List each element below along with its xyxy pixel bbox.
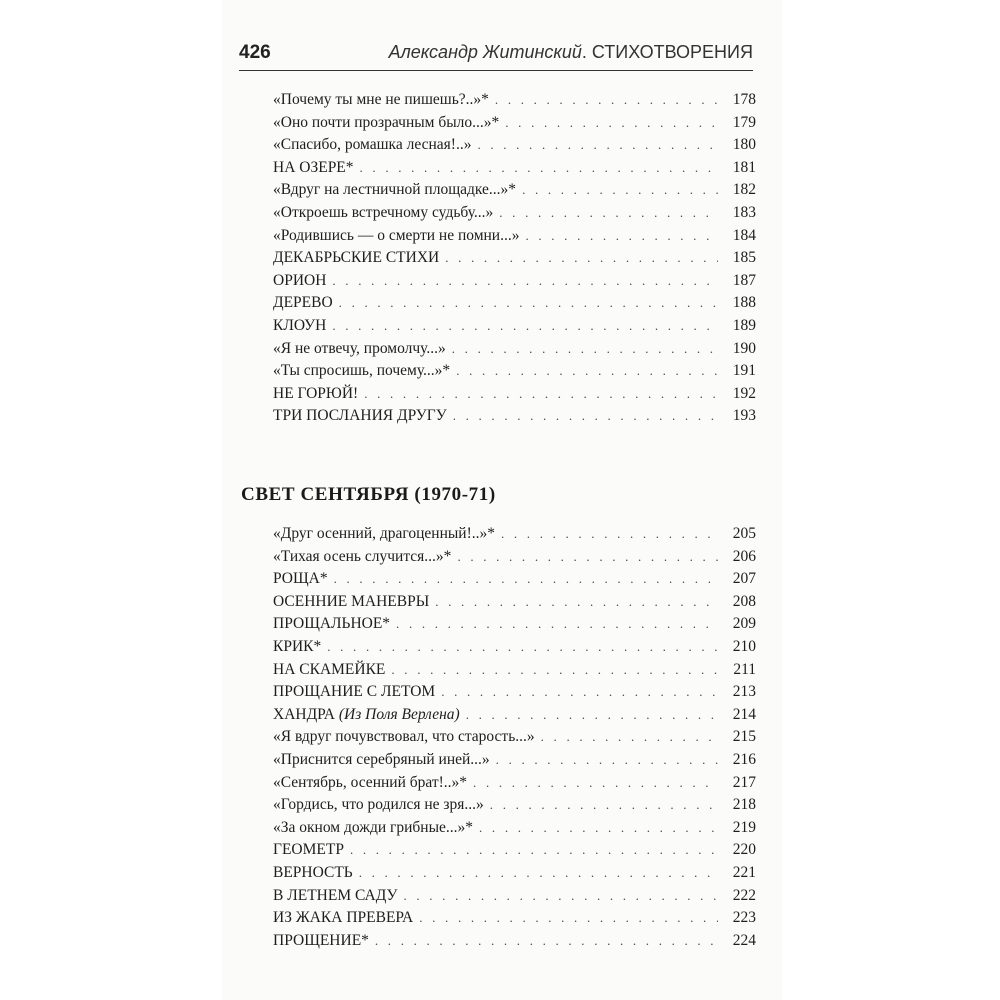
toc-entry-page: 208: [732, 592, 756, 610]
dot-leader: [435, 591, 718, 614]
toc-entry-title-text: «Родившись — о смерти не помни...»: [273, 226, 520, 244]
toc-entry-title-text: НА СКАМЕЙКЕ: [273, 660, 386, 678]
toc-entry-page: 185: [732, 249, 756, 267]
toc-entry-page: 224: [732, 931, 756, 949]
toc-entry-title-text: КЛОУН: [273, 316, 327, 334]
toc-entry-title: [273, 591, 429, 614]
toc-entry-title: [273, 749, 490, 772]
toc-entry-title: [273, 794, 484, 817]
toc-entry-title: [273, 930, 369, 953]
toc-entry-title: [273, 360, 450, 383]
toc-entry: [273, 772, 756, 795]
toc-entry: [273, 134, 756, 157]
toc-entry-page: 210: [732, 637, 756, 655]
dot-leader: [525, 225, 718, 248]
dot-leader: [522, 179, 718, 202]
toc-entry-title-text: ТРИ ПОСЛАНИЯ ДРУГУ: [273, 407, 447, 425]
toc-entry-title-text: ПРОЩАНИЕ С ЛЕТОМ: [273, 683, 436, 701]
toc-entry: [273, 523, 756, 546]
toc-entry-page: 219: [732, 818, 756, 836]
dot-leader: [375, 930, 718, 953]
toc-entry: [273, 862, 756, 885]
running-head-book-title: . СТИХОТВОРЕНИЯ: [581, 42, 753, 62]
dot-leader: [396, 613, 718, 636]
toc-entry-title: [273, 613, 390, 636]
toc-entry: [273, 360, 756, 383]
toc-entry: [273, 794, 756, 817]
toc-entry-title: [273, 568, 328, 591]
toc-entry-page: 217: [732, 773, 756, 791]
toc-entry: [273, 315, 756, 338]
toc-entry: [273, 659, 756, 682]
running-header: [239, 36, 753, 66]
toc-entry-title: [273, 315, 326, 338]
toc-entry: [273, 247, 756, 270]
toc-entry-title-text: «Я не отвечу, промолчу...»: [273, 339, 446, 357]
toc-entry-page: 206: [732, 547, 756, 565]
toc-entry-page: 209: [732, 615, 756, 633]
toc-entry: [273, 179, 756, 202]
toc-entry-page: 216: [732, 750, 756, 768]
toc-entry: [273, 225, 756, 248]
toc-entry-title-text: ОРИОН: [273, 271, 327, 289]
toc-entry-title: [273, 202, 493, 225]
toc-entry: [273, 817, 756, 840]
toc-entry-title: [273, 885, 397, 908]
dot-leader: [453, 405, 718, 428]
toc-entry: [273, 568, 756, 591]
dot-leader: [496, 749, 718, 772]
toc-entry-title: [273, 862, 353, 885]
toc-entry-page: 213: [732, 683, 756, 701]
toc-entry: [273, 636, 756, 659]
toc-entry-page: 215: [732, 728, 756, 746]
toc-entry-title-text: ВЕРНОСТЬ: [273, 863, 353, 881]
page-number: 426: [239, 42, 271, 63]
toc-entry-title: [273, 546, 451, 569]
toc-entry-title-text: В ЛЕТНЕМ САДУ: [273, 886, 398, 904]
toc-entry-title-text: «Друг осенний, драгоценный!..»*: [273, 525, 495, 542]
toc-entry-title-text: «Оно почти прозрачным было...»*: [273, 113, 500, 131]
dot-leader: [332, 315, 718, 338]
dot-leader: [501, 523, 718, 546]
toc-entry-title: [273, 839, 344, 862]
toc-entry-page: 221: [732, 863, 756, 881]
toc-entry-title: [273, 179, 516, 202]
toc-entry-title: [273, 383, 358, 406]
toc-entry: [273, 726, 756, 749]
toc-entry-title-text: ПРОЩЕНИЕ*: [273, 931, 369, 949]
toc-entry: [273, 405, 756, 428]
toc-entry-title: [273, 338, 446, 361]
toc-entry-page: 179: [732, 113, 756, 131]
dot-leader: [452, 338, 718, 361]
toc-entry-page: 189: [732, 316, 756, 334]
toc-entry-title: [273, 817, 473, 840]
toc-entry: [273, 613, 756, 636]
toc-entry: [273, 749, 756, 772]
toc-entry: [273, 546, 756, 569]
dot-leader: [441, 681, 718, 704]
toc-entry: [273, 270, 756, 293]
toc-entry-title: [273, 907, 413, 930]
toc-entry-title: [273, 405, 447, 428]
toc-entry: [273, 704, 756, 727]
toc-entry-page: 214: [732, 705, 756, 723]
toc-entry: [273, 89, 756, 112]
toc-entry-title: [273, 659, 385, 682]
toc-entry-title-text: ДЕРЕВО: [273, 294, 333, 312]
dot-leader: [456, 360, 718, 383]
dot-leader: [473, 772, 718, 795]
toc-entry-page: 183: [732, 203, 756, 221]
dot-leader: [334, 568, 718, 591]
toc-entry-title-text: «Спасибо, ромашка лесная!..»: [273, 136, 472, 154]
toc-entry-title-text: НЕ ГОРЮЙ!: [273, 384, 359, 402]
dot-leader: [490, 794, 718, 817]
toc-entry: [273, 839, 756, 862]
page-margin: [782, 0, 1000, 1000]
toc-entry-title: [273, 270, 326, 293]
toc-entry-title: [273, 225, 519, 248]
dot-leader: [339, 292, 718, 315]
toc-entry-title-text: ИЗ ЖАКА ПРЕВЕРА: [273, 909, 414, 927]
toc-entry-page: 188: [732, 294, 756, 312]
toc-entry: [273, 157, 756, 180]
dot-leader: [479, 817, 718, 840]
dot-leader: [419, 907, 718, 930]
toc-entry-title-text: НА ОЗЕРЕ*: [273, 158, 354, 176]
toc-entry-page: 180: [732, 136, 756, 154]
toc-entry-page: 223: [732, 909, 756, 927]
toc-entry-page: 182: [732, 181, 756, 199]
dot-leader: [477, 134, 718, 157]
toc-entry-page: 187: [732, 271, 756, 289]
toc-entry: [273, 292, 756, 315]
toc-entry-title-text: «Сентябрь, осенний брат!..»*: [273, 773, 468, 791]
toc-entry: [273, 112, 756, 135]
toc-entry-page: 190: [732, 339, 756, 357]
toc-entry-subtitle: (Из Поля Верлена): [338, 705, 460, 723]
toc-entry-page: 193: [732, 407, 756, 425]
toc-entry-title-text: «Я вдруг почувствовал, что старость...»: [273, 728, 535, 746]
toc-entry-title-text: «Почему ты мне не пишешь?..»*: [273, 91, 489, 108]
toc-entry: [273, 338, 756, 361]
running-head-author: Александр Житинский: [388, 42, 582, 62]
dot-leader: [359, 862, 718, 885]
toc-entry: [273, 383, 756, 406]
toc-entry-title: [273, 89, 489, 112]
toc-entry-title-text: «Гордись, что родился не зря...»: [273, 796, 484, 814]
toc-entry-page: 218: [732, 796, 756, 814]
dot-leader: [505, 112, 718, 135]
dot-leader: [360, 157, 718, 180]
toc-entry-title-text: КРИК*: [273, 637, 322, 655]
toc-entry-page: 205: [732, 525, 756, 542]
toc-entry-title-text: «За окном дожди грибные...»*: [273, 818, 474, 836]
toc-entry-page: 192: [732, 384, 756, 402]
toc-entry-title-text: «Тихая осень случится...»*: [273, 547, 452, 565]
dot-leader: [541, 726, 718, 749]
dot-leader: [457, 546, 718, 569]
toc-entry-title: [273, 112, 499, 135]
toc-entry-title: [273, 247, 439, 270]
toc-list-part2: [273, 523, 756, 952]
toc-entry-title: [273, 772, 467, 795]
toc-entry: [273, 885, 756, 908]
toc-entry-page: 178: [732, 91, 756, 108]
toc-entry-page: 181: [732, 158, 756, 176]
dot-leader: [391, 659, 718, 682]
toc-entry-title: [273, 681, 435, 704]
toc-entry: [273, 591, 756, 614]
header-rule: [239, 70, 753, 71]
toc-entry-title-text: ХАНДРА: [273, 705, 335, 723]
dot-leader: [466, 704, 718, 727]
toc-entry: [273, 930, 756, 953]
dot-leader: [403, 885, 718, 908]
dot-leader: [499, 202, 718, 225]
toc-entry-title: [273, 726, 535, 749]
toc-entry-title: [273, 704, 460, 727]
dot-leader: [327, 636, 718, 659]
toc-entry-title-text: «Откроешь встречному судьбу...»: [273, 203, 494, 221]
toc-entry-page: 220: [732, 841, 756, 859]
toc-entry-title-text: РОЩА*: [273, 570, 328, 588]
toc-entry-title: [273, 134, 471, 157]
dot-leader: [332, 270, 718, 293]
toc-entry-title: [273, 523, 495, 546]
section-title: СВЕТ СЕНТЯБРЯ (1970-71): [241, 484, 496, 505]
toc-entry-title-text: «Вдруг на лестничной площадке...»*: [273, 181, 517, 199]
dot-leader: [364, 383, 718, 406]
toc-entry-title-text: «Приснится серебряный иней...»: [273, 750, 490, 768]
toc-entry-title-text: ПРОЩАЛЬНОЕ*: [273, 615, 391, 633]
toc-entry-title-text: «Ты спросишь, почему...»*: [273, 362, 451, 380]
toc-entry-title-text: ОСЕННИЕ МАНЕВРЫ: [273, 592, 430, 610]
toc-entry-title: [273, 292, 333, 315]
toc-entry-page: 211: [733, 660, 756, 678]
running-head: [389, 42, 753, 63]
toc-entry: [273, 681, 756, 704]
dot-leader: [495, 89, 718, 112]
toc-entry-page: 207: [732, 570, 756, 588]
toc-entry: [273, 202, 756, 225]
toc-entry-title: [273, 636, 321, 659]
toc-entry-page: 222: [732, 886, 756, 904]
toc-entry-title: [273, 157, 354, 180]
toc-entry-title-text: ДЕКАБРЬСКИЕ СТИХИ: [273, 249, 440, 267]
toc-list-part1: [273, 89, 756, 428]
toc-entry: [273, 907, 756, 930]
dot-leader: [350, 839, 718, 862]
dot-leader: [445, 247, 718, 270]
toc-entry-title-text: ГЕОМЕТР: [273, 841, 344, 859]
toc-entry-page: 191: [732, 362, 756, 380]
toc-entry-page: 184: [732, 226, 756, 244]
